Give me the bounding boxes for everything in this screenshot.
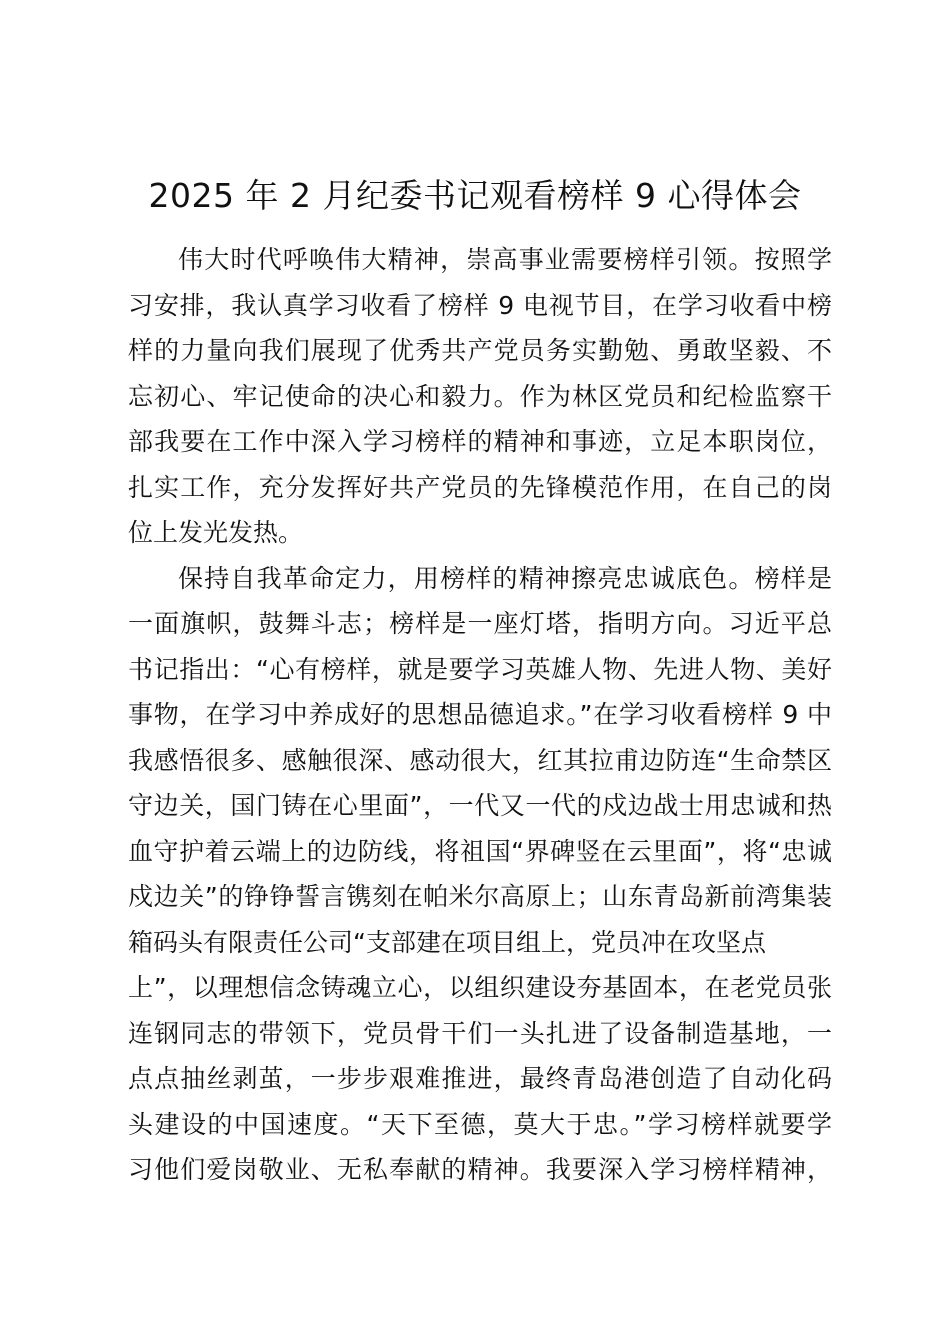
text-line: 我感悟很多、感触很深、感动很大，红其拉甫边防连“生命禁区 (128, 745, 832, 775)
text-line: 头建设的中国速度。“天下至德，莫大于忠。”学习榜样就要学 (128, 1109, 832, 1139)
text-line: 忘初心、牢记使命的决心和毅力。作为林区党员和纪检监察干 (128, 381, 832, 411)
text-line: 一面旗帜，鼓舞斗志；榜样是一座灯塔，指明方向。习近平总 (128, 609, 832, 638)
text-line: 伟大时代呼唤伟大精神，崇高事业需要榜样引领。按照学 (178, 245, 832, 274)
text-line: 点点抽丝剥茧，一步步艰难推进，最终青岛港创造了自动化码 (128, 1064, 832, 1093)
text-line: 戍边关”的铮铮誓言镌刻在帕米尔高原上；山东青岛新前湾集装 (128, 882, 832, 911)
document-title: 2025 年 2 月纪委书记观看榜样 9 心得体会 (148, 176, 802, 215)
paragraph-1 (128, 237, 832, 556)
text-line: 保持自我革命定力，用榜样的精神擦亮忠诚底色。榜样是 (178, 563, 832, 593)
text-line: 习他们爱岗敬业、无私奉献的精神。我要深入学习榜样精神， (128, 1155, 832, 1184)
document-body (128, 237, 832, 1193)
text-line: 位上发光发热。 (128, 518, 304, 547)
text-line: 血守护着云端上的边防线，将祖国“界碑竖在云里面”，将“忠诚 (128, 836, 832, 866)
text-line: 扎实工作，充分发挥好共产党员的先锋模范作用，在自己的岗 (128, 472, 832, 502)
text-line: 样的力量向我们展现了优秀共产党员务实勤勉、勇敢坚毅、不 (128, 336, 832, 365)
text-line: 连钢同志的带领下，党员骨干们一头扎进了设备制造基地，一 (128, 1018, 832, 1048)
text-line: 箱码头有限责任公司“支部建在项目组上，党员冲在攻坚点 (128, 927, 766, 957)
text-line: 守边关，国门铸在心里面”，一代又一代的戍边战士用忠诚和热 (128, 791, 832, 820)
paragraph-2 (128, 556, 832, 1193)
text-line: 上”，以理想信念铸魂立心，以组织建设夯基固本，在老党员张 (128, 973, 832, 1002)
text-line: 部我要在工作中深入学习榜样的精神和事迹，立足本职岗位， (128, 427, 832, 456)
text-line: 事物，在学习中养成好的思想品德追求。”在学习收看榜样 9 中 (128, 700, 832, 729)
text-line: 书记指出：“心有榜样，就是要学习英雄人物、先进人物、美好 (128, 654, 832, 684)
text-line: 习安排，我认真学习收看了榜样 9 电视节目，在学习收看中榜 (128, 290, 832, 320)
